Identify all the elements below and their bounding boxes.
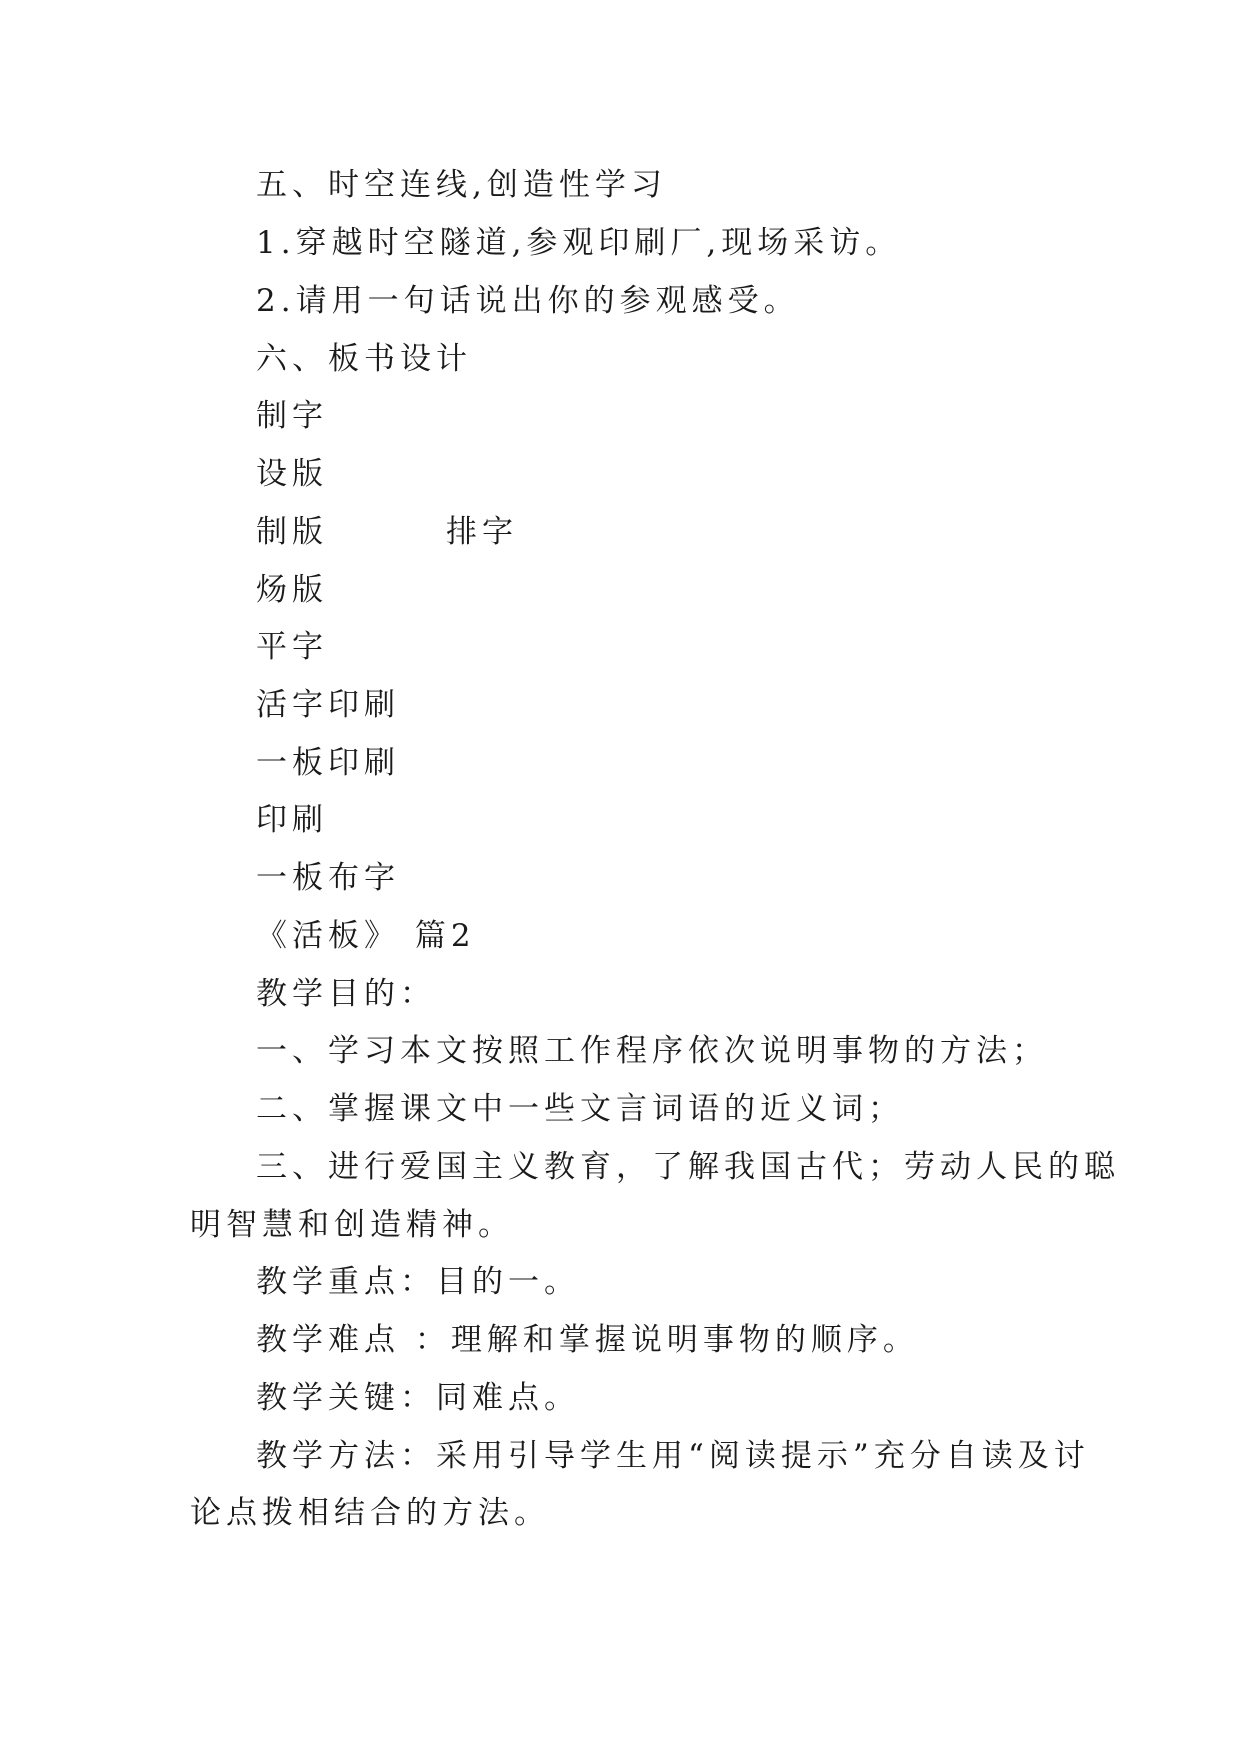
paragraph: 二、掌握课文中一些文言词语的近义词； — [256, 1091, 904, 1127]
paragraph: 教学目的： — [256, 976, 436, 1012]
board-item: 活字印刷 — [256, 687, 400, 723]
paragraph: 教学关键：同难点。 — [256, 1380, 580, 1416]
paragraph-continuation: 明智慧和创造精神。 — [190, 1207, 514, 1243]
board-item: 制版 — [256, 514, 328, 550]
board-item: 制字 — [256, 398, 328, 434]
paragraph: 教学方法：采用引导学生用“阅读提示”充分自读及讨 — [256, 1438, 1090, 1474]
heading-section-6: 六、板书设计 — [256, 341, 472, 377]
paragraph-continuation: 论点拨相结合的方法。 — [190, 1495, 550, 1531]
paragraph: 教学难点 ：理解和掌握说明事物的顺序。 — [256, 1322, 919, 1358]
board-item: 印刷 — [256, 802, 328, 838]
board-item: 设版 — [256, 456, 328, 492]
board-item: 一板布字 — [256, 860, 400, 896]
paragraph: 教学重点：目的一。 — [256, 1264, 580, 1300]
paragraph: 一、学习本文按照工作程序依次说明事物的方法； — [256, 1033, 1048, 1069]
board-row — [190, 512, 1050, 552]
board-item: 平字 — [256, 629, 328, 665]
paragraph: 三、进行爱国主义教育，了解我国古代；劳动人民的聪 — [256, 1149, 1120, 1185]
heading-section-5: 五、时空连线,创造性学习 — [256, 167, 667, 203]
section-title: 《活板》 篇2 — [256, 918, 476, 954]
board-item: 排字 — [446, 514, 518, 550]
board-item: 炀版 — [256, 572, 328, 608]
paragraph: 1.穿越时空隧道,参观印刷厂,现场采访。 — [256, 225, 902, 261]
board-item: 一板印刷 — [256, 745, 400, 781]
paragraph: 2.请用一句话说出你的参观感受。 — [256, 283, 800, 319]
